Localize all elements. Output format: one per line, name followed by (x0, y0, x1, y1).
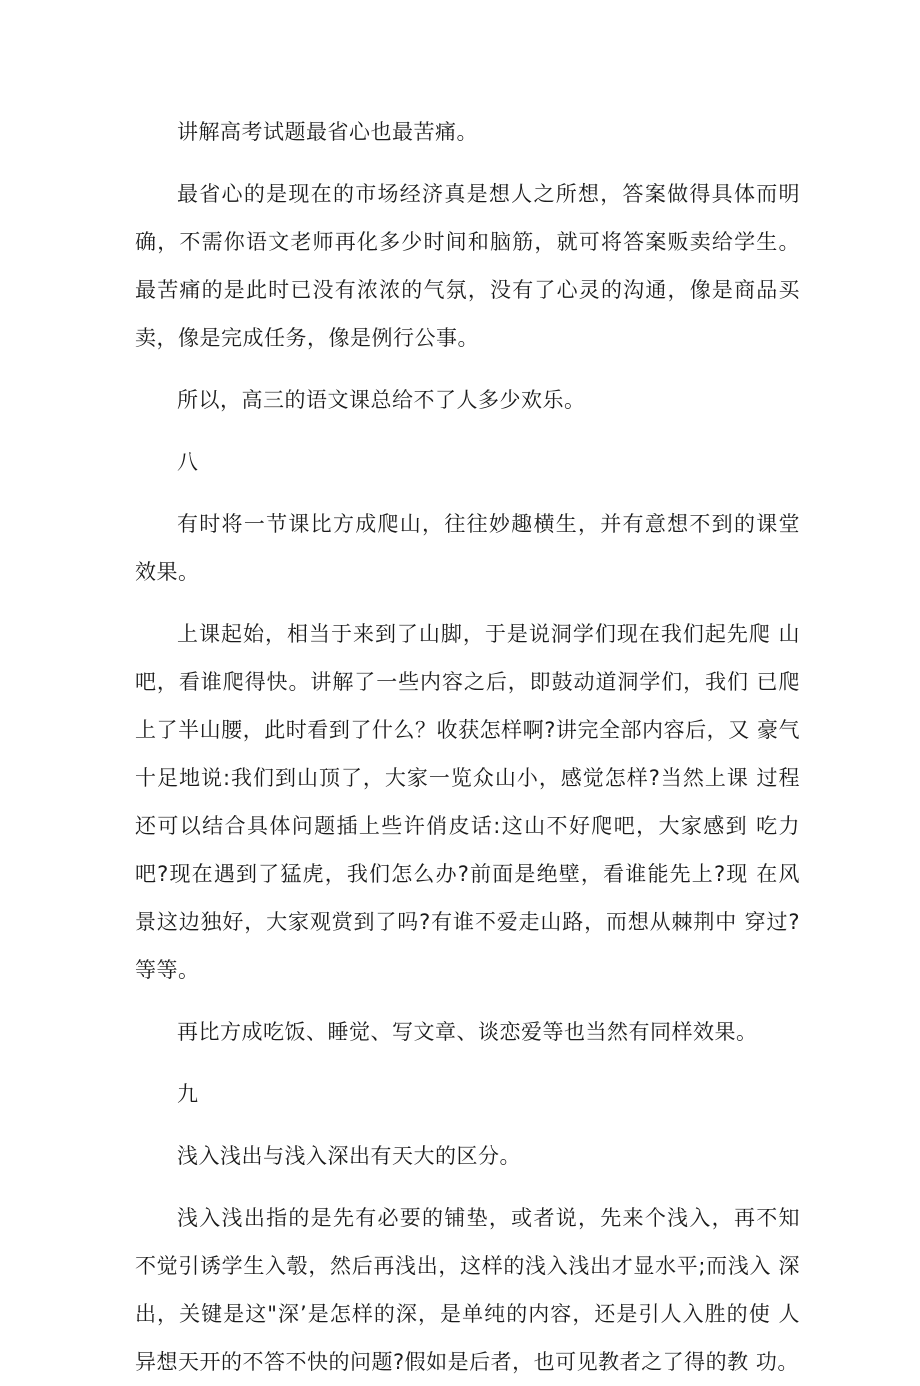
paragraph: 最省心的是现在的市场经济真是想人之所想，答案做得具体而明 确，不需你语文老师再化多少时间和脑筋，就可将答案贩卖给学生。 最苦痛的是此时已没有浓浓的气氛，没有了心灵的沟通，像是商品买 卖，像是完成任务，像是例行公事。 (135, 182, 800, 350)
document-body (135, 108, 800, 1386)
paragraph: 有时将一节课比方成爬山，往往妙趣横生，并有意想不到的课堂 效果。 (135, 512, 800, 584)
section-heading: 九 (177, 1082, 199, 1106)
section-heading: 八 (177, 450, 199, 474)
paragraph: 所以，高三的语文课总给不了人多少欢乐。 (177, 388, 586, 412)
paragraph: 浅入浅出指的是先有必要的铺垫，或者说，先来个浅入，再不知 不觉引诱学生入彀，然后再浅出，这样的浅入浅出才显水平;而浅入 深出，关键是这"深’是怎样的深，是单纯的内容，还是引人入胜的使 人异想天开的不答不快的问题?假如是后者，也可见教者之了得的教 功。 (135, 1206, 800, 1374)
paragraph: 讲解高考试题最省心也最苦痛。 (177, 120, 478, 144)
paragraph: 再比方成吃饭、睡觉、写文章、谈恋爱等也当然有同样效果。 (177, 1020, 758, 1044)
paragraph: 浅入浅出与浅入深出有天大的区分。 (177, 1144, 521, 1168)
paragraph: 上课起始，相当于来到了山脚，于是说洞学们现在我们起先爬 山吧，看谁爬得快。讲解了一些内容之后，即鼓动道洞学们，我们 已爬上了半山腰，此时看到了什么？收获怎样啊?讲完全部内容后，又 豪气十足地说:我们到山顶了，大家一览众山小，感觉怎样?当然上课 过程还可以结合具体问题插上些许俏皮话:这山不好爬吧，大家感到 吃力吧?现在遇到了猛虎，我们怎么办?前面是绝壁，看谁能先上?现 在风景这边独好，大家观赏到了吗?有谁不爱走山路，而想从棘荆中 穿过?等等。 (135, 622, 800, 982)
